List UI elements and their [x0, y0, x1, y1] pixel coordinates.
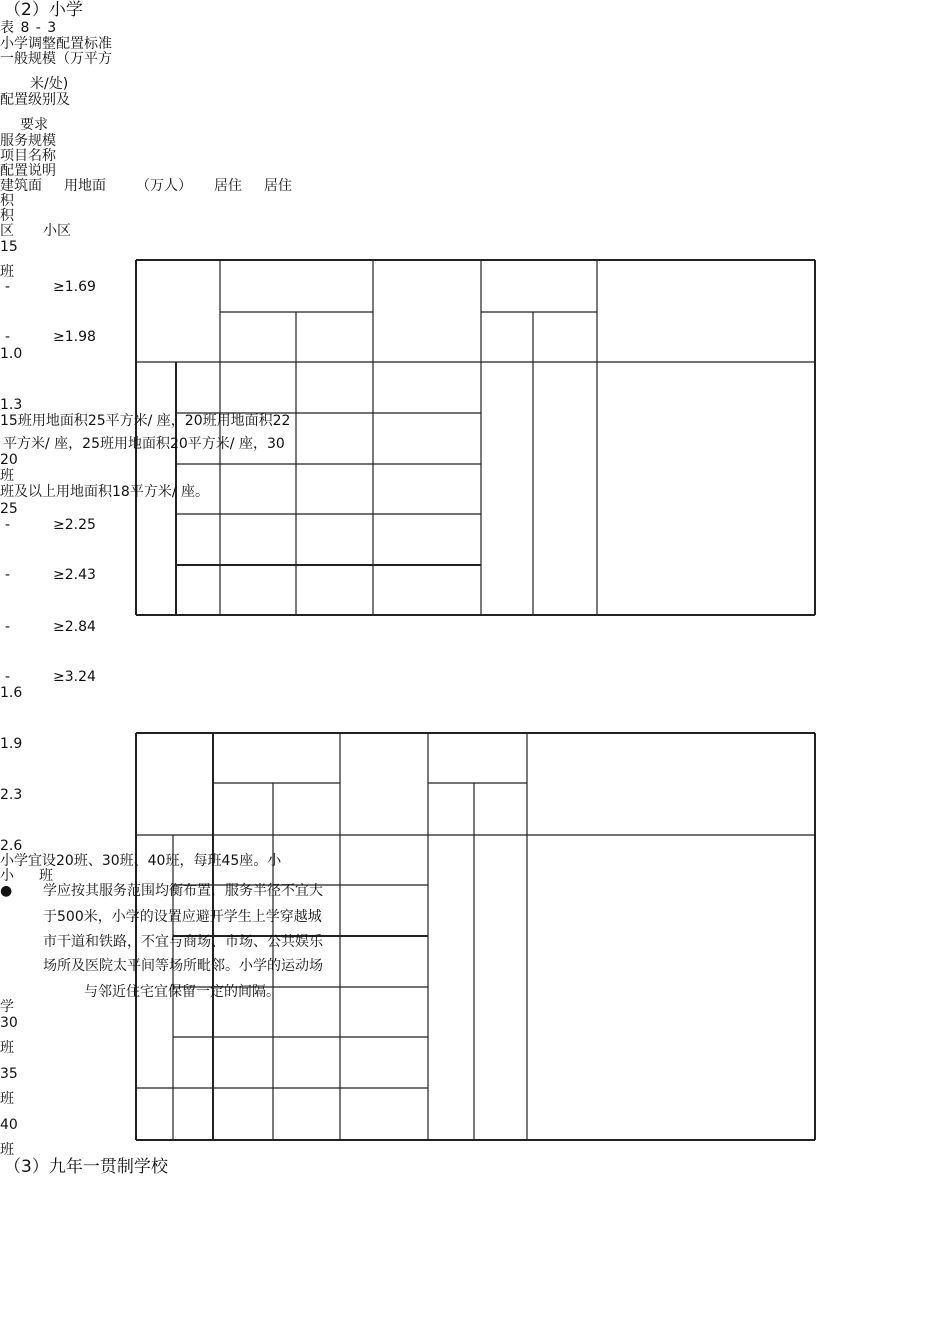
table2-xue: 学 [0, 999, 14, 1015]
table1-row3-dash: - [5, 517, 11, 533]
table1-row3-value: ≥2.25 [53, 517, 96, 533]
table1-class-label: 班 [0, 264, 14, 280]
header-ji-1: 积 [0, 193, 14, 209]
header-ji-2: 积 [0, 208, 14, 224]
table1-row1-value: ≥1.69 [53, 279, 96, 295]
header-residential-1: 居住 [214, 178, 242, 194]
table2-class-40: 40 [0, 1117, 18, 1133]
header-config-note: 配置说明 [0, 163, 56, 179]
header-residential-2: 居住 [264, 178, 292, 194]
table2-note-line4: 市干道和铁路，不宜与商场、市场、公共娱乐 [43, 934, 323, 950]
table2-class-35: 35 [0, 1066, 18, 1082]
table1-pop-1: 1.6 [0, 685, 23, 701]
table1-pop-2: 1.9 [0, 736, 23, 752]
table2-col-xiao: 小 [0, 868, 14, 884]
table1-pop-a: 1.0 [0, 346, 23, 362]
table1-class-20: 20 [0, 452, 18, 468]
table1-row5-value: ≥2.84 [53, 619, 96, 635]
table1-row4-value: ≥2.43 [53, 567, 96, 583]
table1-row1-dash: - [5, 279, 11, 295]
table2-class-40-label: 班 [0, 1142, 14, 1158]
header-item-name: 项目名称 [0, 148, 56, 164]
header-xiaoqu: 小区 [43, 223, 71, 239]
header-building-area: 建筑面 [0, 178, 42, 194]
table1-pop-3: 2.3 [0, 787, 23, 803]
header-service-scale: 服务规模 [0, 133, 56, 149]
header-wan-ren: （万人） [136, 178, 192, 194]
table1-row2-value: ≥1.98 [53, 329, 96, 345]
section-heading-primary-school: （2）小学 [4, 0, 83, 20]
table1-pop-b: 1.3 [0, 397, 23, 413]
table1-note-line3: 班及以上用地面积18平方米/ 座。 [0, 484, 209, 500]
table1-pop-4: 2.6 [0, 838, 23, 854]
table1-row5-dash: - [5, 619, 11, 635]
table2-class-35-label: 班 [0, 1091, 14, 1107]
table2-note-line3: 于500米，小学的设置应避开学生上学穿越城 [43, 909, 322, 925]
bullet-icon: ● [0, 883, 13, 899]
table2-note-line1: 小学宜设20班、30班、40班，每班45座。小 [0, 853, 282, 869]
table1-class-15: 15 [0, 239, 18, 255]
header-scale-line2: 米/处) [30, 76, 69, 92]
table1-class-20-label: 班 [0, 468, 14, 484]
table1-note-line2: 平方米/ 座，25班用地面积20平方米/ 座，30 [3, 436, 285, 452]
table2-note-line2: 学应按其服务范围均衡布置，服务半径不宜大 [43, 883, 323, 899]
table2-class-30: 30 [0, 1015, 18, 1031]
table1-row6-dash: - [5, 669, 11, 685]
header-qu: 区 [0, 223, 14, 239]
header-land-area: 用地面 [64, 178, 106, 194]
header-level-line2: 要求 [20, 117, 48, 133]
table-number: 表 8 - 3 [0, 20, 58, 36]
table1-note-line1: 15班用地面积25平方米/ 座，20班用地面积22 [0, 413, 291, 429]
table1-row4-dash: - [5, 567, 11, 583]
table2-note-line5: 场所及医院太平间等场所毗邻。小学的运动场 [43, 958, 323, 974]
table1-row2-dash: - [5, 329, 11, 345]
table2-col-ban: 班 [39, 868, 53, 884]
table1-class-25: 25 [0, 501, 18, 517]
table1-row6-value: ≥3.24 [53, 669, 96, 685]
section-heading-nine-year-school: （3）九年一贯制学校 [4, 1157, 168, 1177]
header-scale-line1: 一般规模（万平方 [0, 51, 112, 67]
table2-note-line6: 与邻近住宅宜保留一定的间隔。 [84, 984, 280, 1000]
table-title: 小学调整配置标准 [0, 36, 112, 52]
table2-class-30-label: 班 [0, 1040, 14, 1056]
header-level-line1: 配置级别及 [0, 92, 70, 108]
